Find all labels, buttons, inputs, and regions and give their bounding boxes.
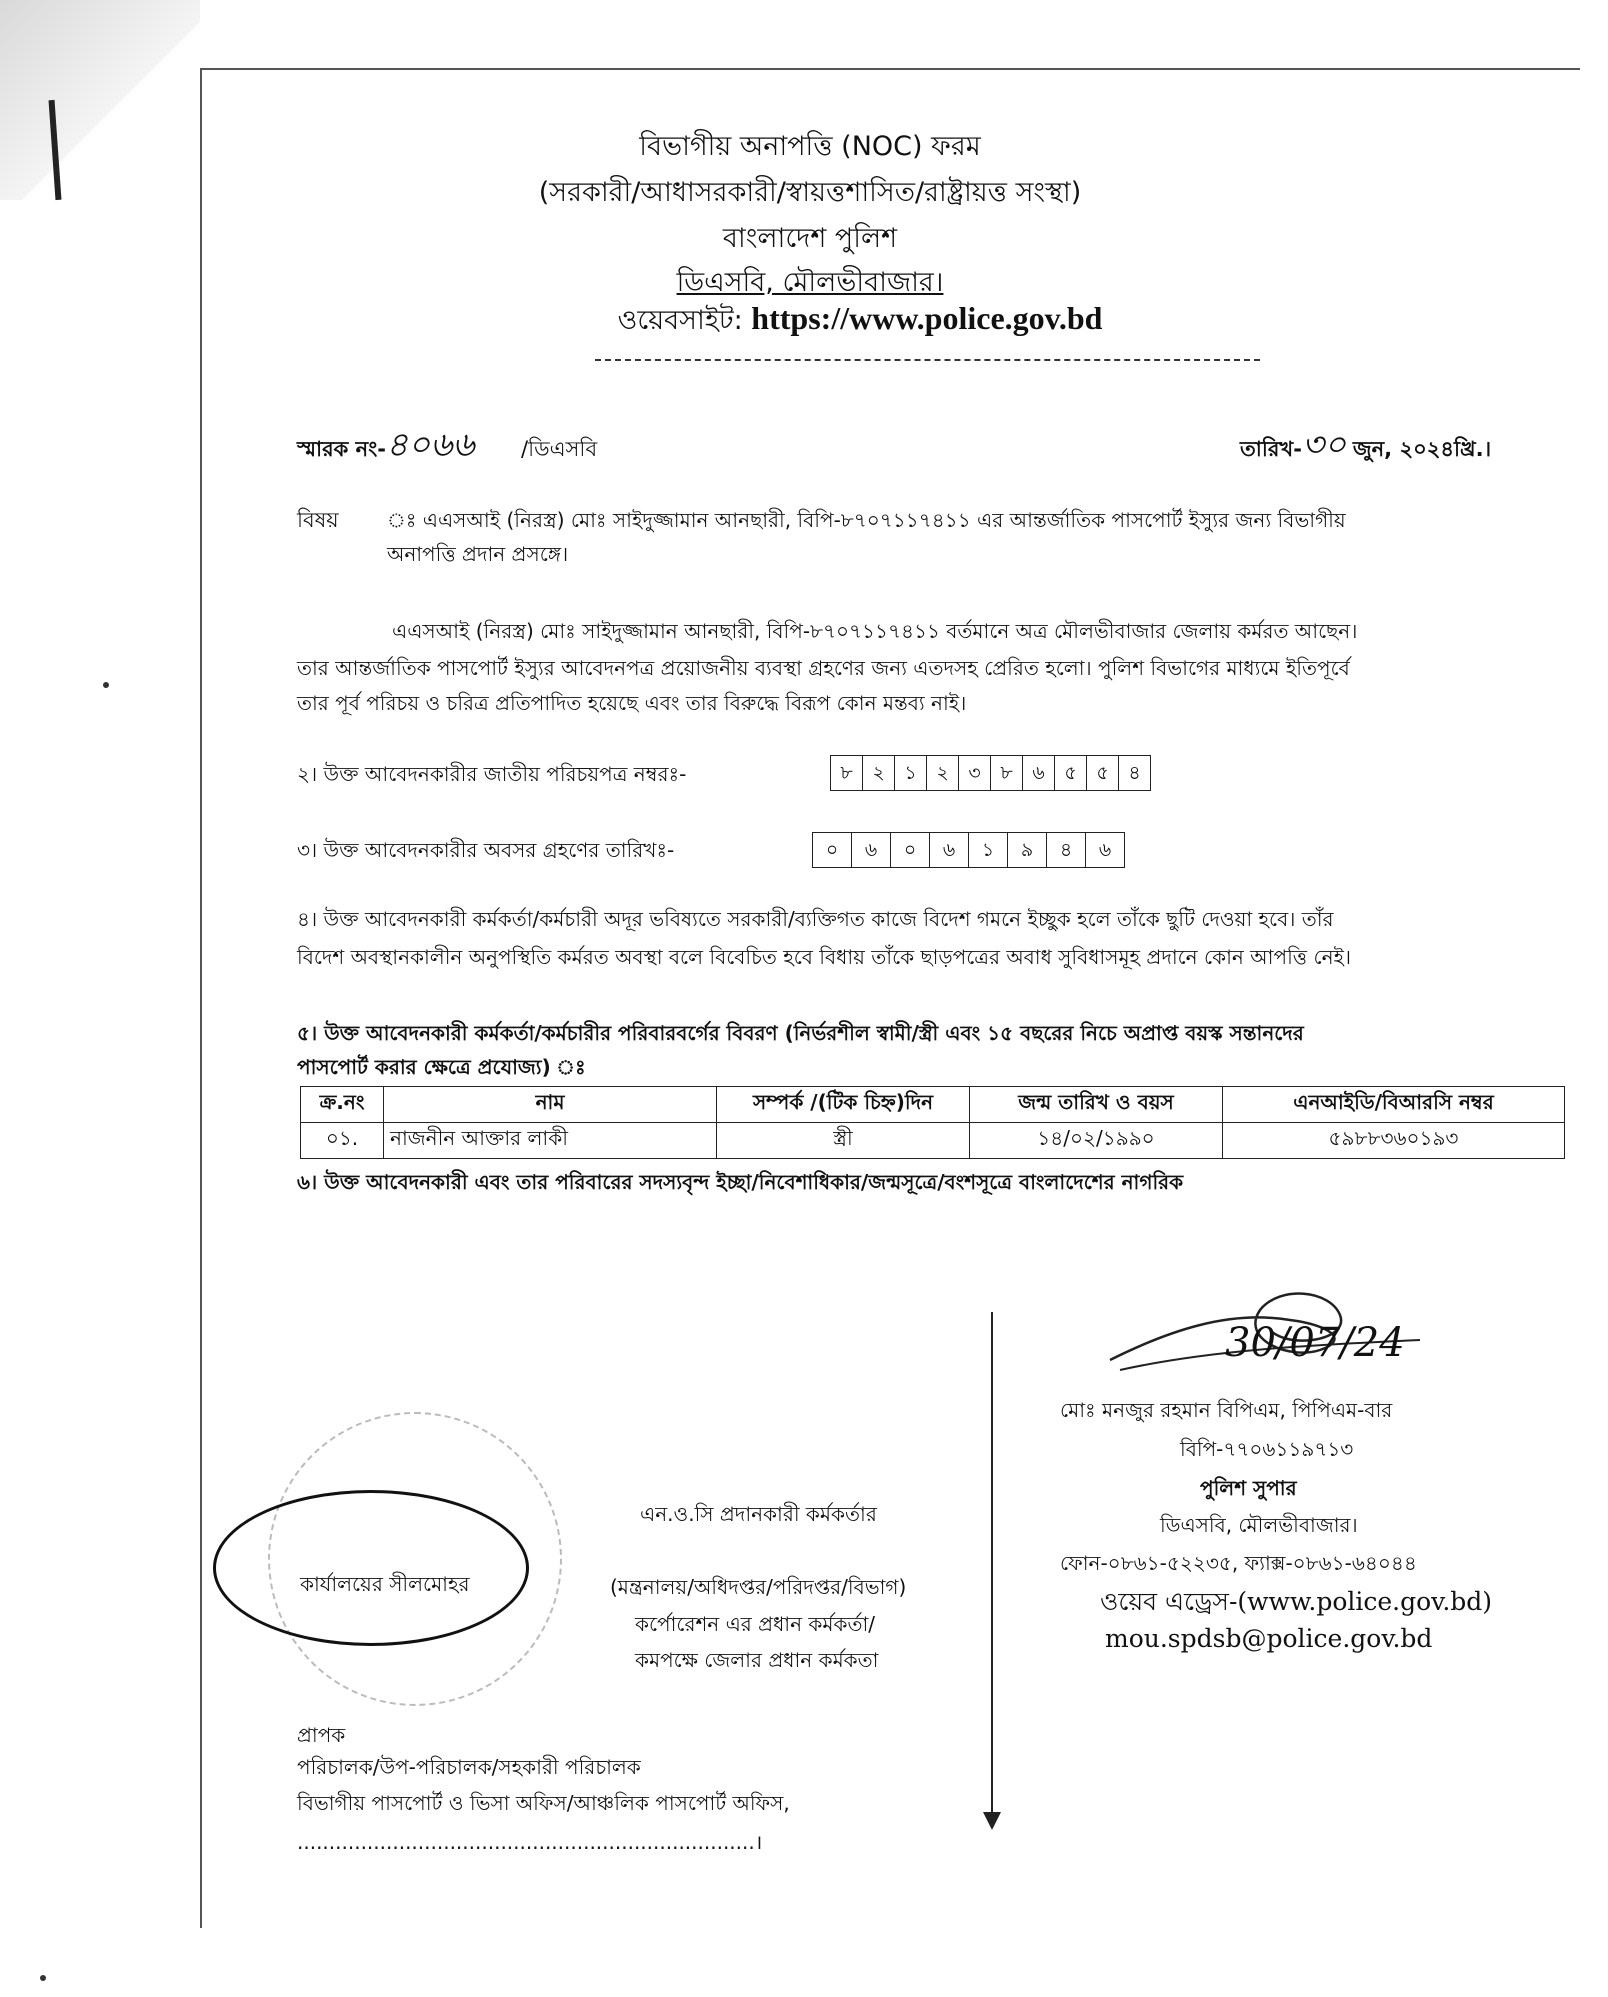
recipient-line1: পরিচালক/উপ-পরিচালক/সহকারী পরিচালক: [297, 1755, 641, 1779]
nid-digit-boxes: [830, 755, 1151, 791]
date-rest: জুন, ২০২৪খ্রি.।: [1352, 437, 1492, 461]
nid-digit: ২: [927, 756, 959, 790]
cell-serial: ০১.: [301, 1123, 384, 1159]
col-dob: জন্ম তারিখ ও বয়স: [970, 1087, 1223, 1123]
memo-number: ৪০৬৬: [385, 425, 475, 465]
form-subtitle: (সরকারী/আধাসরকারী/স্বায়ত্তশাসিত/রাষ্ট্রায়ত্ত সংস্থা): [538, 177, 1082, 208]
signature-date: 30/07/24: [1225, 1320, 1405, 1366]
nid-digit: ৬: [1023, 756, 1055, 790]
form-title: বিভাগীয় অনাপত্তি (NOC) ফরম: [639, 131, 981, 162]
scan-dot: [40, 1975, 46, 1981]
arrow-line: [991, 1312, 993, 1822]
unit-name: ডিএসবি, মৌলভীবাজার।: [676, 267, 944, 298]
item4-line1: ৪। উক্ত আবেদনকারী কর্মকর্তা/কর্মচারী অদূর ভবিষ্যতে সরকারী/ব্যক্তিগত কাজে বিদেশ গমনে ইচ্ছুক হলে তাঁকে ছুটি দেওয়া হবে। তাঁর: [297, 907, 1334, 931]
signer-designation: পুলিশ সুপার: [1200, 1476, 1297, 1500]
retire-digit: ৯: [1008, 833, 1047, 867]
nid-digit: ১: [895, 756, 927, 790]
nid-label: ২। উক্ত আবেদনকারীর জাতীয় পরিচয়পত্র নম্বরঃ-: [297, 762, 687, 786]
table-row: [301, 1123, 1565, 1159]
signer-web: ওয়েব এড্রেস-(www.police.gov.bd): [1100, 1587, 1493, 1616]
retire-digit: ৬: [1098, 839, 1112, 861]
retire-digit-boxes: [812, 832, 1125, 868]
issuer-line1: এন.ও.সি প্রদানকারী কর্মকর্তার: [640, 1502, 877, 1526]
nid-digit: ২: [863, 756, 895, 790]
retire-digit: ৬: [930, 833, 969, 867]
cell-relation: স্ত্রী: [717, 1123, 970, 1159]
subject-text-2: অনাপত্তি প্রদান প্রসঙ্গে।: [387, 542, 569, 566]
page-top-border: [200, 68, 1580, 70]
retire-digit: ০: [813, 833, 852, 867]
signer-office: ডিএসবি, মৌলভীবাজার।: [1160, 1513, 1358, 1537]
date-label: তারিখ-: [1240, 437, 1302, 461]
table-header-row: [301, 1087, 1565, 1123]
retire-label: ৩। উক্ত আবেদনকারীর অবসর গ্রহণের তারিখঃ-: [297, 838, 675, 862]
issuer-line2: (মন্ত্রনালয়/অধিদপ্তর/পরিদপ্তর/বিভাগ): [610, 1575, 907, 1599]
nid-digit: ৫: [1055, 756, 1087, 790]
issuer-line4: কমপক্ষে জেলার প্রধান কর্মকতা: [635, 1648, 879, 1672]
col-serial: ক্র.নং: [301, 1087, 384, 1123]
signer-bp: বিপি-৭৭০৬১১৯৭১৩: [1180, 1437, 1354, 1461]
org-name: বাংলাদেশ পুলিশ: [722, 223, 898, 254]
page-left-border: [200, 68, 202, 1928]
subject-label: বিষয়: [297, 508, 339, 532]
issuer-line3: কর্পোরেশন এর প্রধান কর্মকর্তা/: [635, 1612, 876, 1636]
col-nid: এনআইডি/বিআরসি নম্বর: [1223, 1087, 1565, 1123]
para1-line1: এএসআই (নিরস্ত্র) মোঃ সাইদুজ্জামান আনছারী, বিপি-৮৭০৭১১৭৪১১ বর্তমানে অত্র মৌলভীবাজার জেলায় কর্মরত আছেন।: [392, 619, 1358, 643]
signer-email: mou.spdsb@police.gov.bd: [1105, 1624, 1433, 1653]
paper-fold-shadow: [0, 0, 200, 200]
recipient-line2: বিভাগীয় পাসপোর্ট ও ভিসা অফিস/আঞ্চলিক পাসপোর্ট অফিস,: [297, 1791, 790, 1815]
retire-digit: ৬: [852, 833, 891, 867]
para1-line2: তার আন্তর্জাতিক পাসপোর্ট ইস্যুর আবেদনপত্র প্রয়োজনীয় ব্যবস্থা গ্রহণের জন্য এতদসহ প্রেরিত হলো। পুলিশ বিভাগের মাধ্যমে ইতিপূর্বে: [297, 656, 1350, 680]
seal-label: কার্যালয়ের সীলমোহর: [300, 1572, 470, 1596]
nid-digit: ৫: [1087, 756, 1119, 790]
arrow-down-icon: [983, 1812, 1001, 1830]
item5-line2: পাসপোর্ট করার ক্ষেত্রে প্রযোজ্য) ঃ: [297, 1055, 586, 1079]
para1-line3: তার পূর্ব পরিচয় ও চরিত্র প্রতিপাদিত হয়েছে এবং তার বিরুদ্ধে বিরূপ কোন মন্তব্য নাই।: [297, 691, 967, 715]
item6: ৬। উক্ত আবেদনকারী এবং তার পরিবারের সদস্যবৃন্দ ইচ্ছা/নিবেশাধিকার/জন্মসূত্রে/বংশসূত্রে বাংলাদেশের নাগরিক: [297, 1170, 1184, 1194]
recipient-line3: ........................................................................।: [297, 1830, 763, 1854]
retire-digit: ১: [969, 833, 1008, 867]
memo-suffix: /ডিএসবি: [521, 437, 598, 461]
website-line: [540, 300, 1180, 345]
scan-dot: [103, 682, 109, 688]
recipient-label: প্রাপক: [297, 1723, 346, 1747]
signer-name: মোঃ মনজুর রহমান বিপিএম, পিপিএম-বার: [1060, 1398, 1393, 1422]
nid-digit: ৪: [1128, 762, 1141, 784]
cell-dob: ১৪/০২/১৯৯০: [970, 1123, 1223, 1159]
memo-label: স্মারক নং-: [297, 437, 386, 461]
item4-line2: বিদেশ অবস্থানকালীন অনুপস্থিতি কর্মরত অবস্থা বলে বিবেচিত হবে বিধায় তাঁকে ছাড়পত্রের অবাধ সুবিধাসমূহ প্রদানে কোন আপত্তি নেই।: [297, 945, 1352, 969]
date-day: ৩০: [1301, 425, 1347, 465]
date-line: [1240, 427, 1491, 467]
family-table: [300, 1086, 1565, 1159]
cell-nid: ৫৯৮৮৩৬০১৯৩: [1223, 1123, 1565, 1159]
website-url: https://www.police.gov.bd: [751, 300, 1103, 336]
retire-digit: ০: [891, 833, 930, 867]
nid-digit: ৩: [959, 756, 991, 790]
memo-line: [297, 427, 597, 467]
header-divider: [595, 359, 1260, 361]
nid-digit: ৮: [991, 756, 1023, 790]
retire-digit: ৪: [1047, 833, 1086, 867]
col-name: নাম: [384, 1087, 717, 1123]
subject-text-1: ঃ এএসআই (নিরস্ত্র) মোঃ সাইদুজ্জামান আনছারী, বিপি-৮৭০৭১১৭৪১১ এর আন্তর্জাতিক পাসপোর্ট ইস্যুর জন্য বিভাগীয়: [387, 508, 1346, 532]
signer-phone: ফোন-০৮৬১-৫২২৩৫, ফ্যাক্স-০৮৬১-৬৪০৪৪: [1060, 1551, 1417, 1575]
cell-name: নাজনীন আক্তার লাকী: [384, 1123, 717, 1159]
website-label: ওয়েবসাইট:: [617, 305, 743, 336]
col-relation: সম্পর্ক /(টিক চিহ্ন)দিন: [717, 1087, 970, 1123]
nid-digit: ৮: [831, 756, 863, 790]
item5-line1: ৫। উক্ত আবেদনকারী কর্মকর্তা/কর্মচারীর পরিবারবর্গের বিবরণ (নির্ভরশীল স্বামী/স্ত্রী এবং ১৫ বছরের নিচে অপ্রাপ্ত বয়স্ক সন্তানদের: [297, 1021, 1304, 1045]
